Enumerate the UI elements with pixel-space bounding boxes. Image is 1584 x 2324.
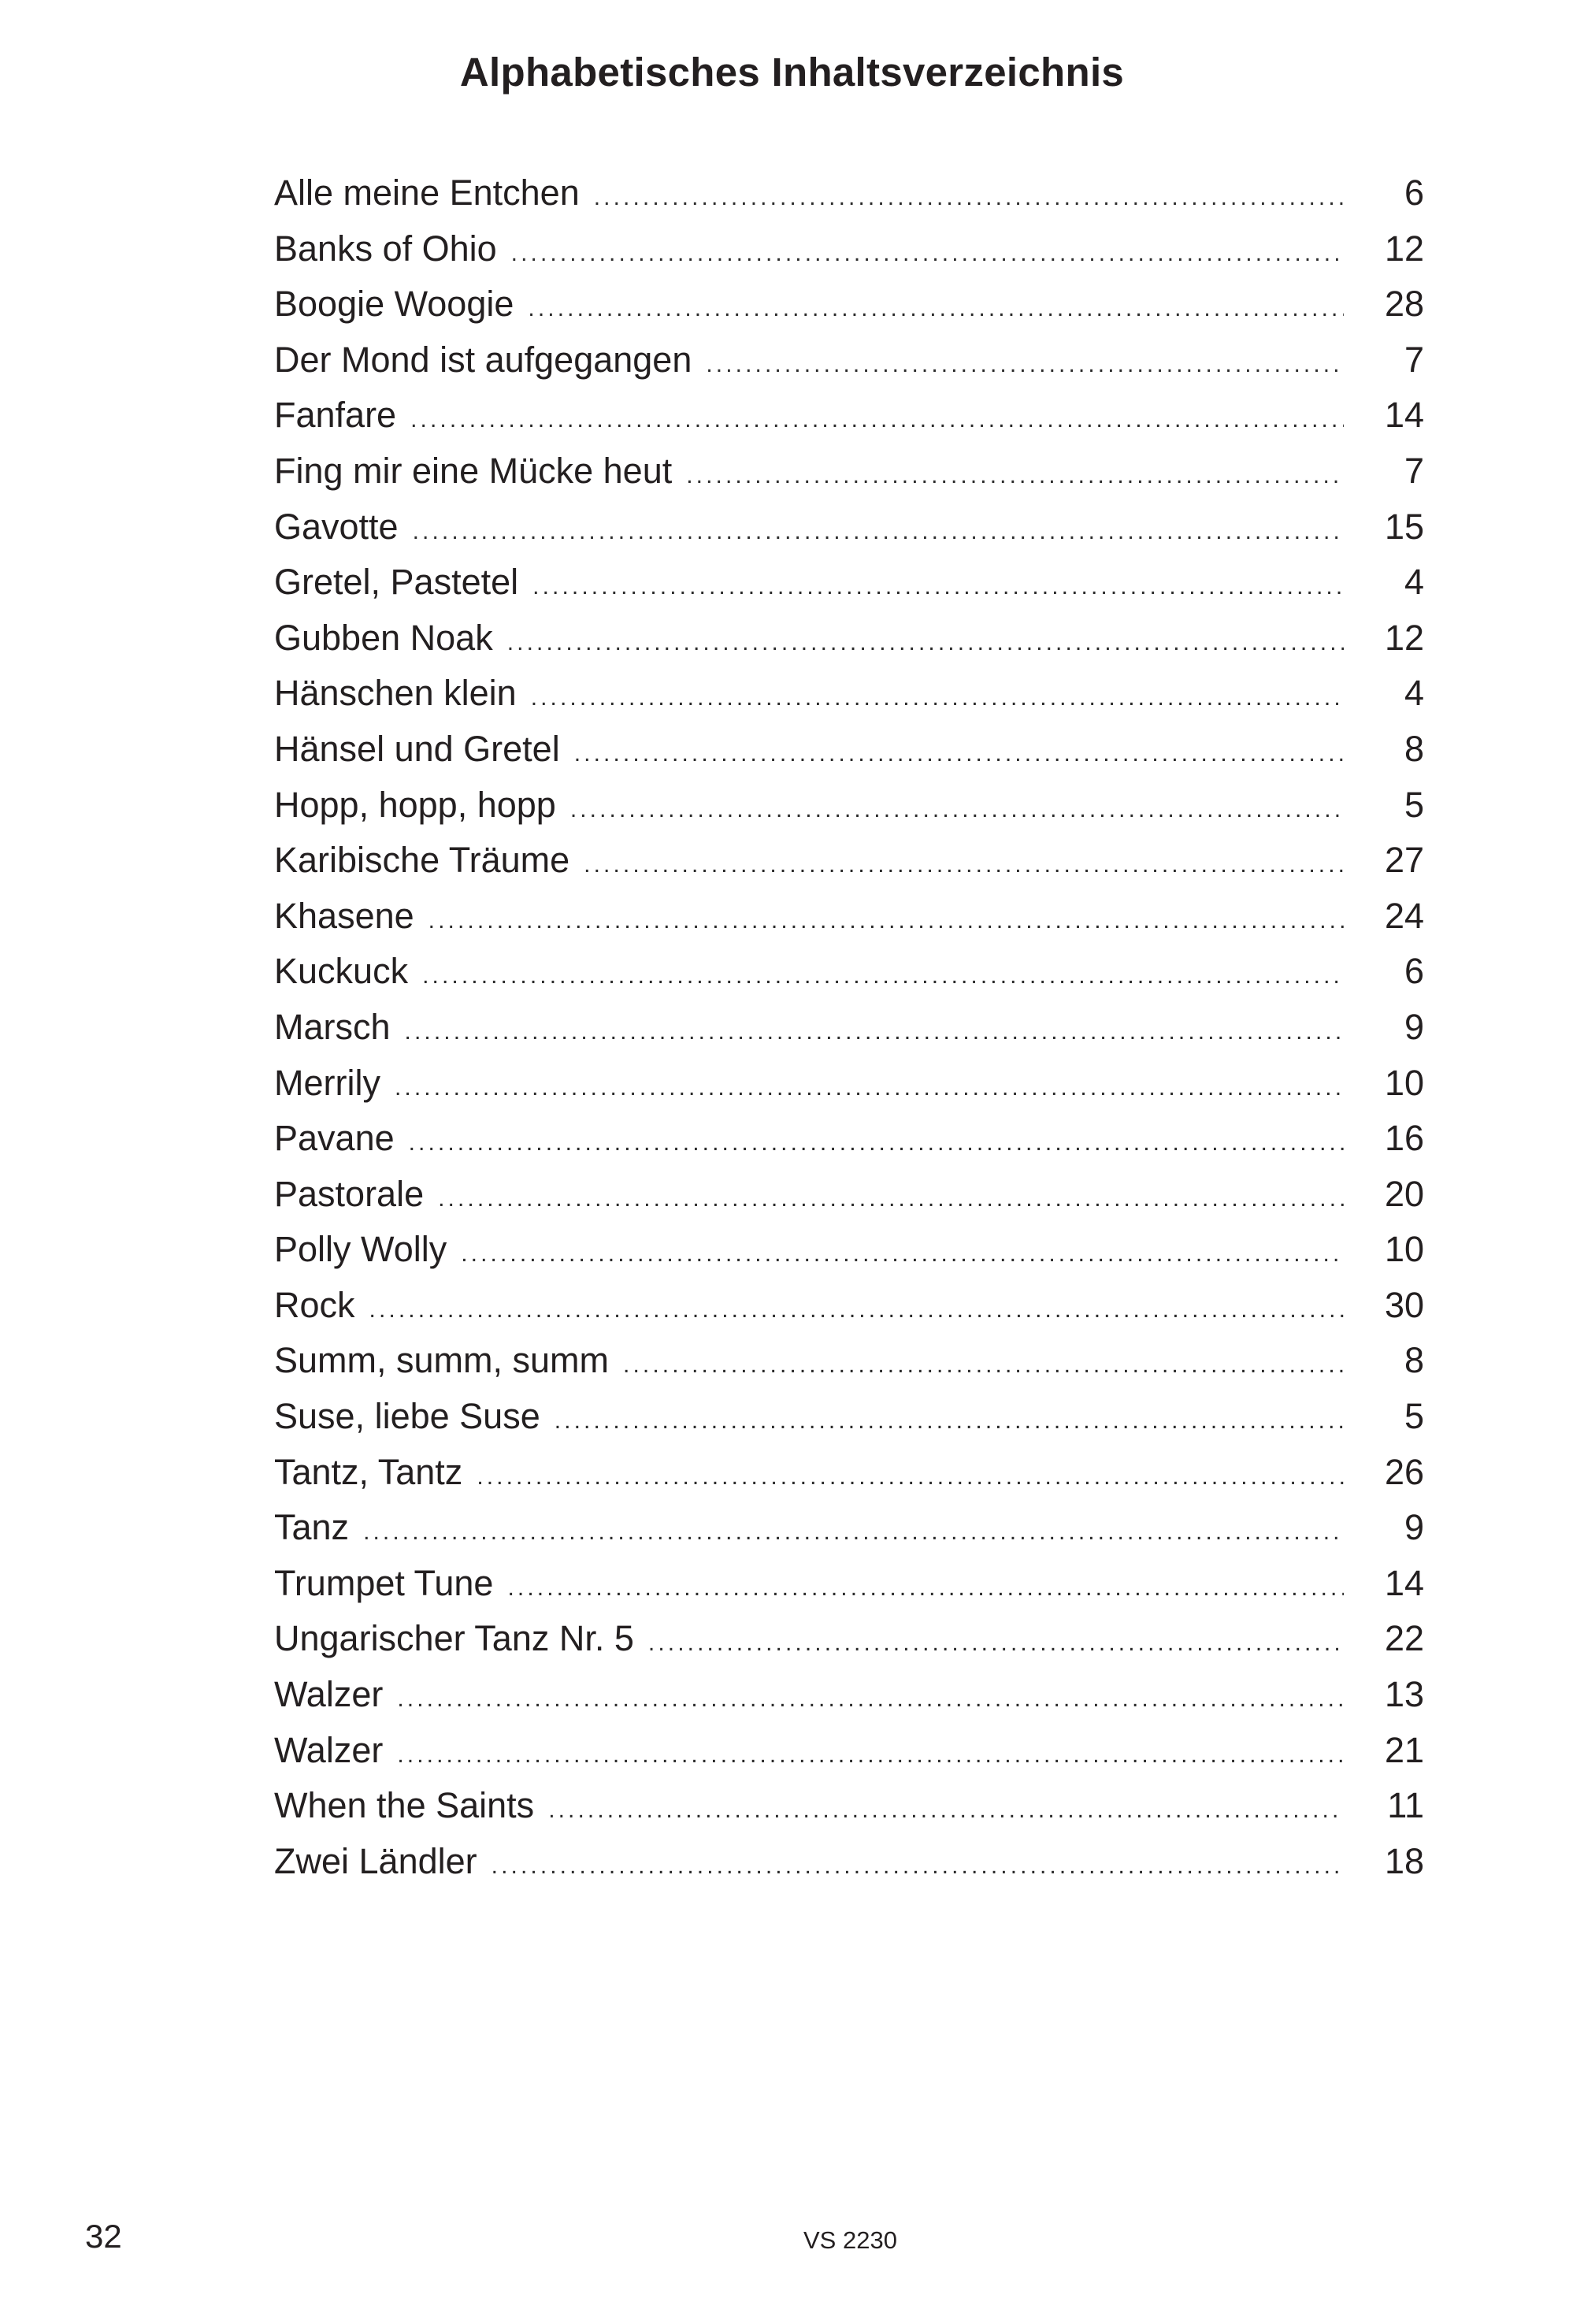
toc-entry-title: Merrily	[274, 1062, 380, 1103]
dot-leader	[584, 837, 1344, 893]
dot-leader	[395, 1060, 1344, 1116]
toc-entry	[274, 1389, 1424, 1445]
toc-entry-page: 10	[1384, 1062, 1424, 1103]
toc-entry	[274, 611, 1424, 666]
toc-entry-title: Hänschen klein	[274, 673, 517, 714]
dot-leader	[531, 670, 1344, 726]
toc-entry	[274, 332, 1424, 388]
toc-entry	[274, 1278, 1424, 1334]
dot-leader	[574, 726, 1344, 782]
toc-entry-page: 15	[1384, 506, 1424, 547]
toc-entry	[274, 444, 1424, 499]
toc-entry-title: Polly Wolly	[274, 1229, 447, 1270]
toc-entry	[274, 388, 1424, 444]
toc-entry	[274, 666, 1424, 722]
toc-entry	[274, 944, 1424, 1000]
toc-entry-page: 28	[1384, 284, 1424, 325]
table-of-contents	[274, 165, 1424, 1889]
dot-leader	[409, 1116, 1344, 1171]
toc-entry-page: 22	[1384, 1618, 1424, 1659]
toc-entry	[274, 1500, 1424, 1556]
dot-leader	[594, 170, 1344, 226]
toc-entry	[274, 1445, 1424, 1501]
toc-entry-title: Alle meine Entchen	[274, 173, 580, 213]
toc-entry-page: 14	[1384, 395, 1424, 436]
toc-entry-title: Gavotte	[274, 506, 399, 547]
toc-entry	[274, 555, 1424, 611]
toc-entry	[274, 165, 1424, 221]
toc-entry-page: 5	[1404, 1396, 1424, 1437]
dot-leader	[438, 1171, 1344, 1227]
toc-entry	[274, 1834, 1424, 1890]
toc-entry-title: Gretel, Pastetel	[274, 562, 519, 603]
toc-entry-title: Trumpet Tune	[274, 1562, 494, 1603]
dot-leader	[706, 337, 1344, 393]
toc-entry	[274, 1723, 1424, 1779]
toc-entry-page: 7	[1404, 450, 1424, 491]
toc-entry	[274, 499, 1424, 555]
toc-entry	[274, 221, 1424, 277]
toc-entry-page: 10	[1384, 1229, 1424, 1270]
toc-entry	[274, 1167, 1424, 1223]
toc-entry-title: Khasene	[274, 895, 414, 936]
toc-entry	[274, 1111, 1424, 1167]
toc-entry-page: 8	[1404, 728, 1424, 769]
toc-entry	[274, 1000, 1424, 1056]
toc-entry-page: 11	[1387, 1785, 1424, 1826]
page-title: Alphabetisches Inhaltsverzeichnis	[459, 50, 1125, 95]
dot-leader	[686, 448, 1344, 504]
toc-entry	[274, 1333, 1424, 1389]
dot-leader	[648, 1616, 1344, 1672]
toc-entry-title: Ungarischer Tanz Nr. 5	[274, 1618, 634, 1659]
toc-entry-page: 9	[1404, 1006, 1424, 1047]
toc-entry-title: Marsch	[274, 1006, 391, 1047]
toc-entry-page: 12	[1384, 228, 1424, 269]
dot-leader	[492, 1839, 1344, 1895]
toc-entry-title: Walzer	[274, 1674, 384, 1715]
toc-entry	[274, 889, 1424, 945]
dot-leader	[507, 1561, 1344, 1617]
catalog-code: VS 2230	[803, 2226, 897, 2254]
toc-entry-page: 4	[1404, 562, 1424, 603]
toc-entry-title: Tanz	[274, 1507, 350, 1548]
dot-leader	[548, 1783, 1344, 1839]
toc-entry-title: Fing mir eine Mücke heut	[274, 450, 673, 491]
dot-leader	[570, 782, 1344, 838]
dot-leader	[397, 1672, 1344, 1728]
toc-entry-title: Der Mond ist aufgegangen	[274, 339, 692, 380]
toc-entry	[274, 778, 1424, 833]
dot-leader	[461, 1227, 1344, 1283]
toc-entry-page: 13	[1384, 1674, 1424, 1715]
dot-leader	[428, 893, 1344, 949]
toc-entry-page: 21	[1384, 1729, 1424, 1770]
toc-entry-page: 4	[1404, 673, 1424, 714]
dot-leader	[623, 1338, 1344, 1394]
toc-entry	[274, 1667, 1424, 1723]
toc-entry-title: Pavane	[274, 1118, 395, 1159]
toc-entry	[274, 833, 1424, 889]
toc-entry-title: Gubben Noak	[274, 617, 493, 658]
toc-entry-page: 20	[1384, 1173, 1424, 1214]
dot-leader	[477, 1450, 1344, 1505]
toc-entry-title: Fanfare	[274, 395, 397, 436]
dot-leader	[397, 1728, 1344, 1784]
toc-entry-page: 5	[1404, 784, 1424, 825]
dot-leader	[363, 1505, 1344, 1561]
toc-entry-title: Kuckuck	[274, 951, 409, 992]
dot-leader	[369, 1283, 1344, 1338]
dot-leader	[413, 504, 1344, 560]
page-number: 32	[85, 2218, 122, 2255]
toc-entry	[274, 1778, 1424, 1834]
dot-leader	[410, 392, 1344, 448]
toc-entry-title: Hänsel und Gretel	[274, 728, 560, 769]
toc-entry-title: Suse, liebe Suse	[274, 1396, 540, 1437]
toc-entry-page: 16	[1384, 1118, 1424, 1159]
toc-entry-page: 8	[1404, 1340, 1424, 1381]
toc-entry-page: 30	[1384, 1284, 1424, 1325]
toc-entry-page: 24	[1384, 895, 1424, 936]
toc-entry	[274, 1056, 1424, 1112]
toc-entry-page: 27	[1384, 840, 1424, 881]
dot-leader	[422, 949, 1344, 1004]
toc-entry-page: 6	[1404, 951, 1424, 992]
toc-entry-page: 9	[1404, 1507, 1424, 1548]
toc-entry	[274, 1611, 1424, 1667]
toc-entry-title: Pastorale	[274, 1173, 425, 1214]
dot-leader	[532, 559, 1344, 615]
toc-entry-title: Walzer	[274, 1729, 384, 1770]
dot-leader	[507, 615, 1344, 671]
toc-entry-title: Hopp, hopp, hopp	[274, 784, 556, 825]
toc-entry-page: 6	[1404, 173, 1424, 213]
toc-entry-title: Tantz, Tantz	[274, 1451, 463, 1492]
toc-entry-page: 18	[1384, 1840, 1424, 1881]
dot-leader	[528, 281, 1344, 337]
dot-leader	[405, 1004, 1344, 1060]
toc-entry-title: Boogie Woogie	[274, 284, 514, 325]
toc-entry	[274, 722, 1424, 778]
toc-entry	[274, 277, 1424, 332]
toc-entry	[274, 1556, 1424, 1612]
toc-entry-page: 26	[1384, 1451, 1424, 1492]
toc-entry-title: Rock	[274, 1284, 355, 1325]
toc-entry-page: 14	[1384, 1562, 1424, 1603]
toc-entry-title: Summ, summ, summ	[274, 1340, 610, 1381]
toc-entry-title: When the Saints	[274, 1785, 535, 1826]
toc-entry	[274, 1222, 1424, 1278]
toc-entry-title: Banks of Ohio	[274, 228, 497, 269]
dot-leader	[511, 226, 1344, 282]
toc-entry-page: 12	[1384, 617, 1424, 658]
toc-entry-page: 7	[1404, 339, 1424, 380]
toc-entry-title: Zwei Ländler	[274, 1840, 477, 1881]
toc-entry-title: Karibische Träume	[274, 840, 570, 881]
dot-leader	[555, 1394, 1344, 1450]
